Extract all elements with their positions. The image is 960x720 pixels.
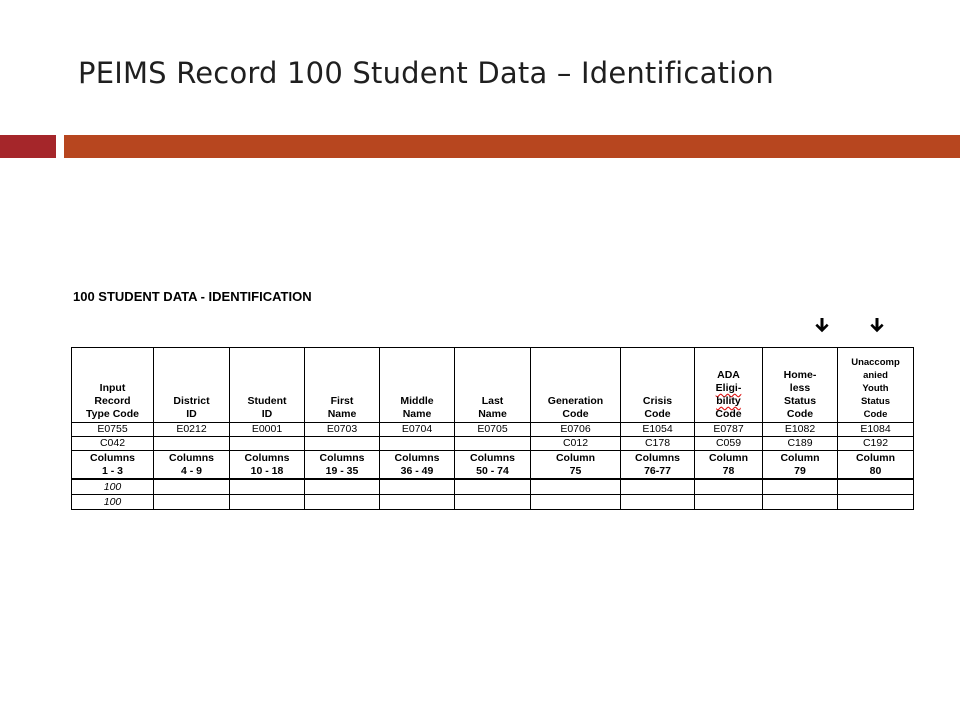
column-position-cell: Column 80 [838, 451, 914, 480]
data-cell [838, 495, 914, 510]
data-cell [455, 495, 531, 510]
data-cell [621, 495, 695, 510]
table-heading: 100 STUDENT DATA - IDENTIFICATION [73, 289, 312, 304]
header-student-id: Student ID [230, 348, 305, 423]
column-position-cell: Columns 10 - 18 [230, 451, 305, 480]
data-cell [763, 495, 838, 510]
table-code-cell [230, 437, 305, 451]
down-arrow-icon [870, 318, 884, 334]
header-ada-eligibility-code: ADA Eligi- bility Code [695, 348, 763, 423]
data-cell [838, 479, 914, 495]
column-position-cell: Column 75 [531, 451, 621, 480]
header-input-record-type-code: Input Record Type Code [72, 348, 154, 423]
data-cell [305, 479, 380, 495]
table-code-cell: C012 [531, 437, 621, 451]
data-cell [230, 495, 305, 510]
table-code-row [72, 437, 914, 451]
header-generation-code: Generation Code [531, 348, 621, 423]
element-code-cell: E0705 [455, 423, 531, 437]
table-code-cell: C189 [763, 437, 838, 451]
column-position-cell: Column 78 [695, 451, 763, 480]
table-code-cell [380, 437, 455, 451]
data-row [72, 479, 914, 495]
header-row [72, 348, 914, 423]
data-cell [230, 479, 305, 495]
data-cell [621, 479, 695, 495]
element-code-cell: E1082 [763, 423, 838, 437]
table-code-cell [455, 437, 531, 451]
column-position-cell: Columns 50 - 74 [455, 451, 531, 480]
data-cell [380, 479, 455, 495]
slide-title: PEIMS Record 100 Student Data – Identification [78, 56, 774, 90]
table-code-cell: C178 [621, 437, 695, 451]
header-homeless-status-code: Home- less Status Code [763, 348, 838, 423]
header-first-name: First Name [305, 348, 380, 423]
data-cell [531, 495, 621, 510]
header-last-name: Last Name [455, 348, 531, 423]
column-position-cell: Columns 4 - 9 [154, 451, 230, 480]
table-code-cell [305, 437, 380, 451]
element-code-cell: E1054 [621, 423, 695, 437]
data-cell: 100 [72, 495, 154, 510]
column-position-cell: Columns 76-77 [621, 451, 695, 480]
column-position-cell: Columns 1 - 3 [72, 451, 154, 480]
element-code-cell: E0755 [72, 423, 154, 437]
table-code-cell: C192 [838, 437, 914, 451]
column-position-cell: Column 79 [763, 451, 838, 480]
column-position-cell: Columns 19 - 35 [305, 451, 380, 480]
data-cell [695, 479, 763, 495]
column-position-cell: Columns 36 - 49 [380, 451, 455, 480]
data-cell [154, 495, 230, 510]
element-code-cell: E1084 [838, 423, 914, 437]
data-cell [531, 479, 621, 495]
data-cell [455, 479, 531, 495]
header-middle-name: Middle Name [380, 348, 455, 423]
element-code-cell: E0704 [380, 423, 455, 437]
element-code-cell: E0787 [695, 423, 763, 437]
data-cell [763, 479, 838, 495]
element-code-cell: E0703 [305, 423, 380, 437]
element-code-cell: E0212 [154, 423, 230, 437]
header-crisis-code: Crisis Code [621, 348, 695, 423]
element-code-cell: E0001 [230, 423, 305, 437]
record-100-table [71, 347, 914, 510]
table-code-cell: C042 [72, 437, 154, 451]
data-cell: 100 [72, 479, 154, 495]
header-unaccompanied-youth-status-code: Unaccomp anied Youth Status Code [838, 348, 914, 423]
element-code-row [72, 423, 914, 437]
data-cell [380, 495, 455, 510]
data-row [72, 495, 914, 510]
data-cell [305, 495, 380, 510]
title-accent-bar-left [0, 135, 56, 158]
table-code-cell [154, 437, 230, 451]
table-code-cell: C059 [695, 437, 763, 451]
column-position-row [72, 451, 914, 480]
data-cell [154, 479, 230, 495]
down-arrow-icon [815, 318, 829, 334]
element-code-cell: E0706 [531, 423, 621, 437]
title-accent-bar-right [64, 135, 960, 158]
header-district-id: District ID [154, 348, 230, 423]
data-cell [695, 495, 763, 510]
